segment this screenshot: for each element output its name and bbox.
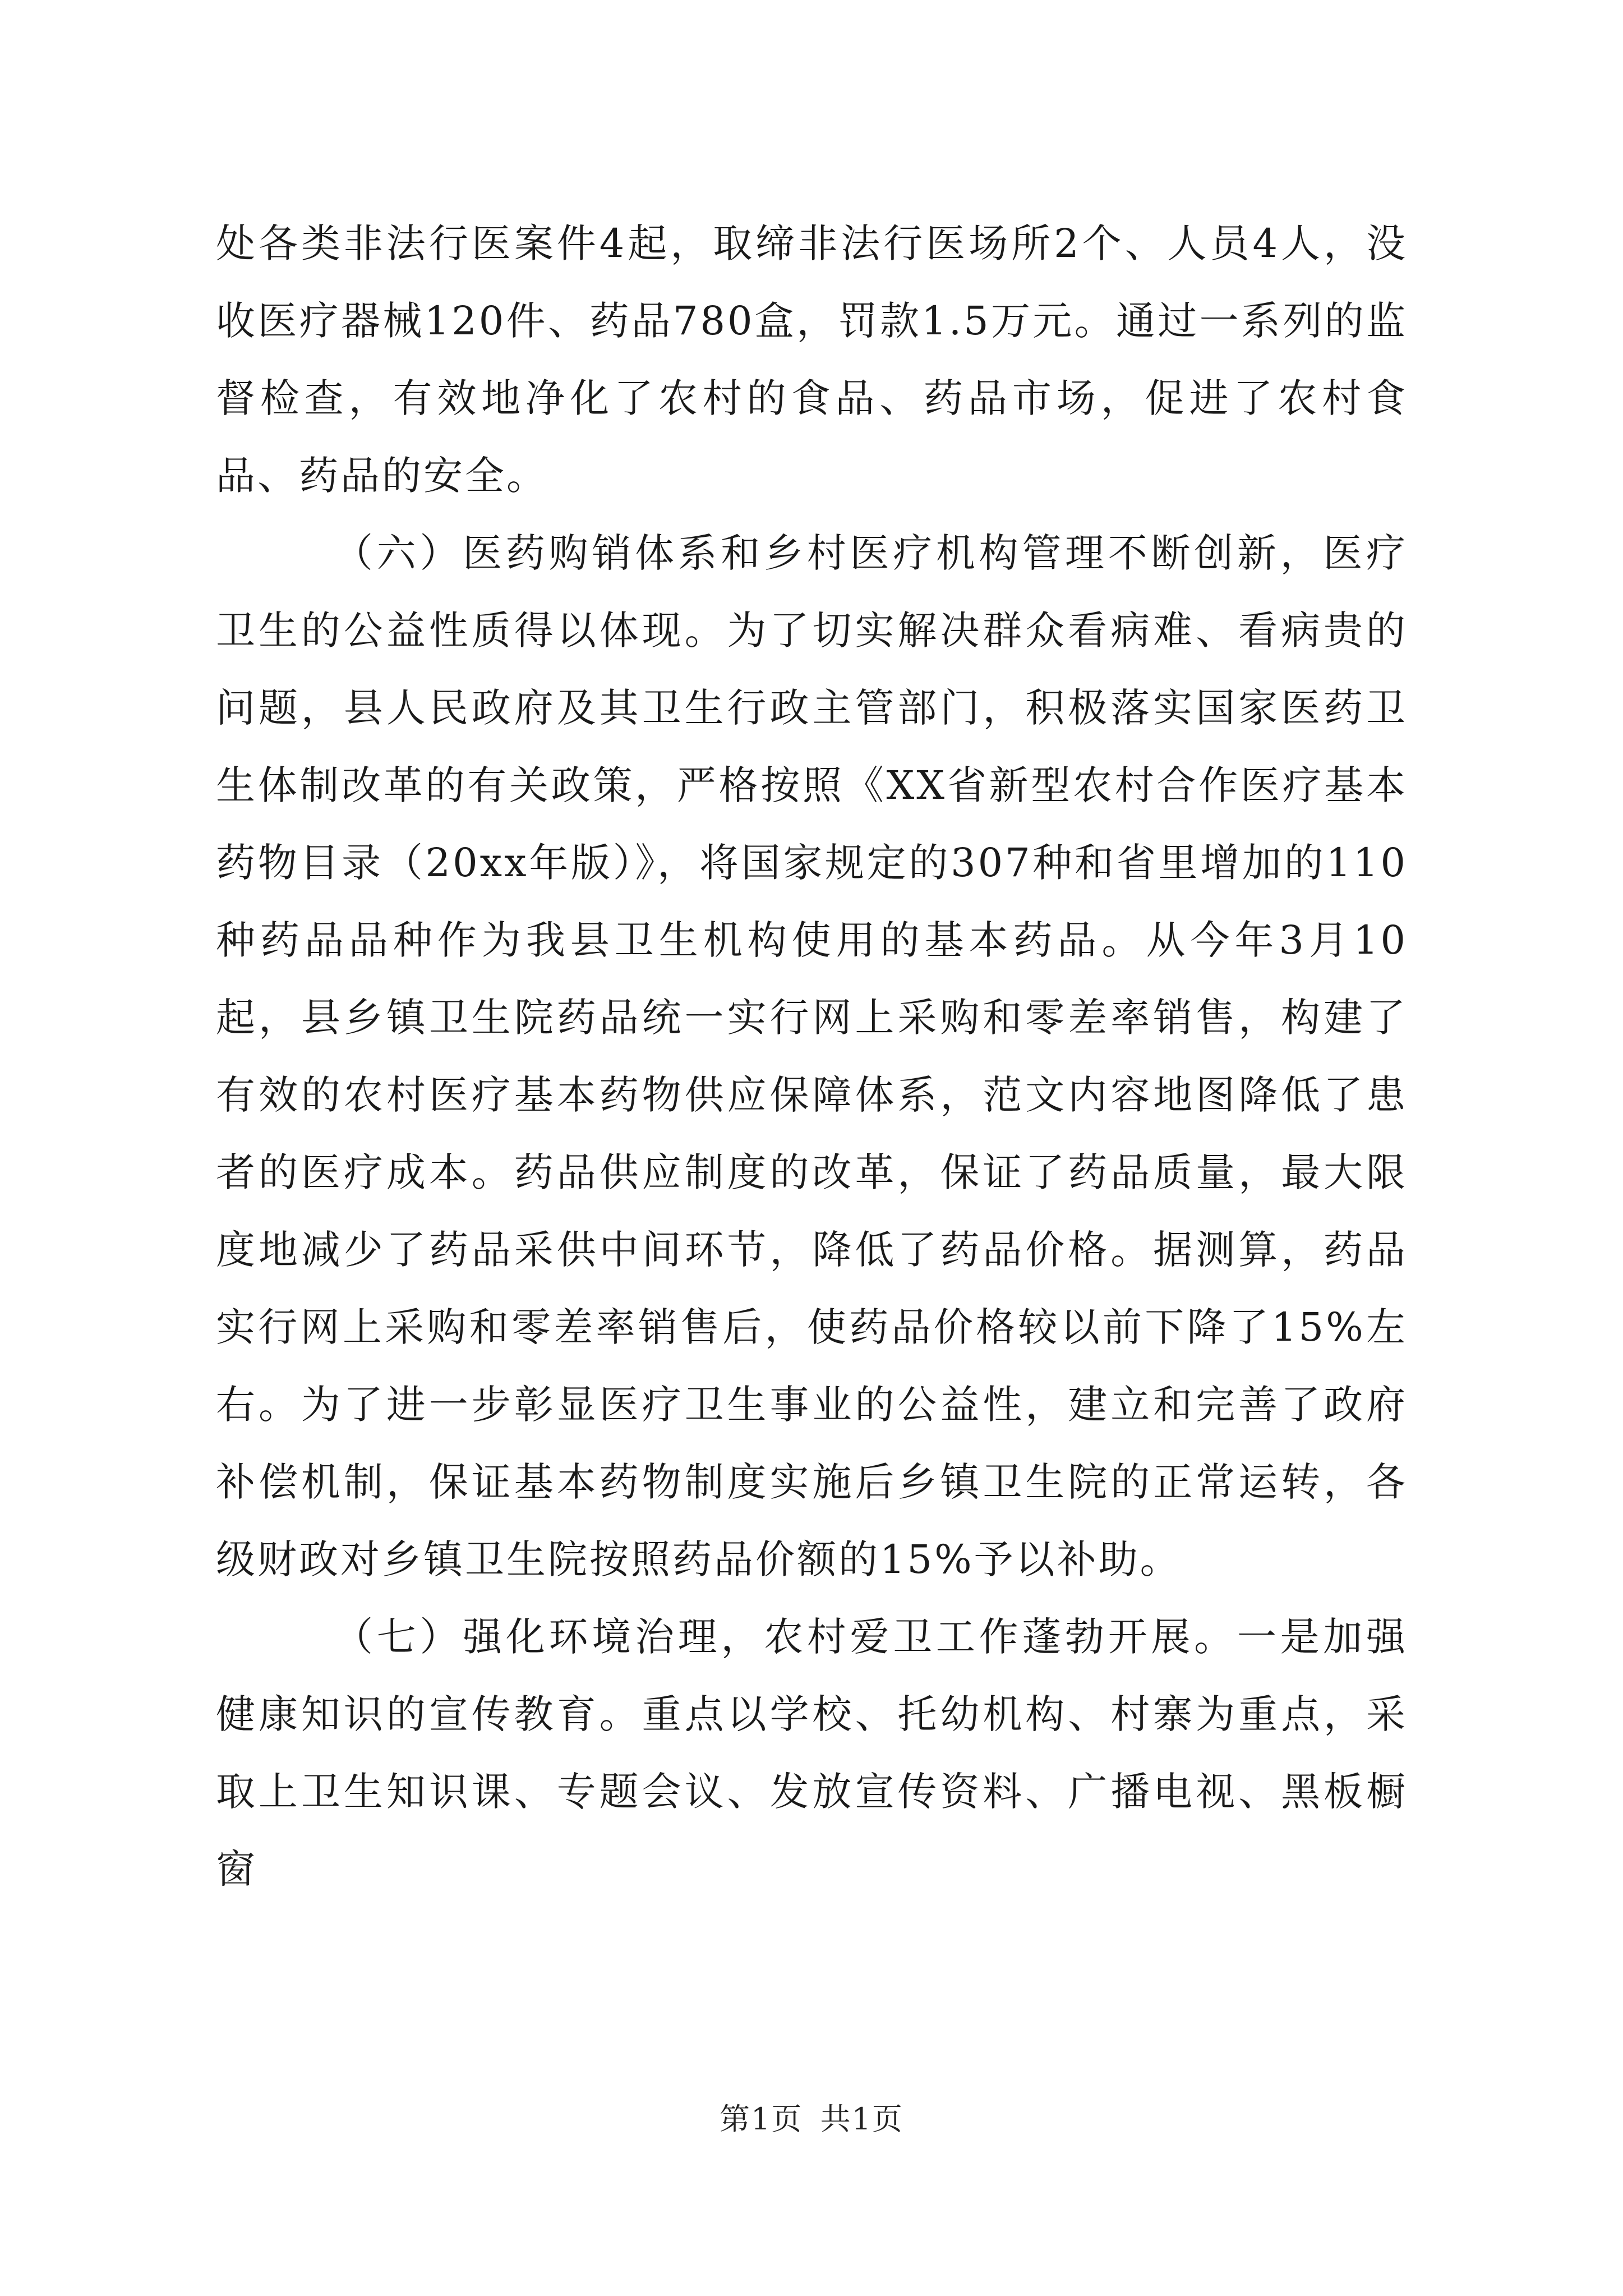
paragraph-3: （七）强化环境治理，农村爱卫工作蓬勃开展。一是加强健康知识的宣传教育。重点以学校、托幼机构、村寨为重点，采取上卫生知识课、专题会议、发放宣传资料、广播电视、黑板橱窗 [216, 1614, 1408, 1892]
page-number: 第1页 [720, 2101, 803, 2137]
page-footer [0, 2095, 1623, 2138]
page-total: 共1页 [820, 2101, 903, 2137]
document-body [216, 205, 1408, 1908]
paragraph-1: 处各类非法行医案件4起，取缔非法行医场所2个、人员4人，没收医疗器械120件、药品780盒，罚款1.5万元。通过一系列的监督检查，有效地净化了农村的食品、药品市场，促进了农村食品、药品的安全。 [216, 220, 1408, 499]
paragraph-2: （六）医药购销体系和乡村医疗机构管理不断创新，医疗卫生的公益性质得以体现。为了切实解决群众看病难、看病贵的问题，县人民政府及其卫生行政主管部门，积极落实国家医药卫生体制改革的有关政策，严格按照《XX省新型农村合作医疗基本药物目录（20xx年版）》，将国家规定的307种和省里增加的110种药品品种作为我县卫生机构使用的基本药品。从今年3月10起，县乡镇卫生院药品统一实行网上采购和零差率销售，构建了有效的农村医疗基本药物供应保障体系，范文内容地图降低了患者的医疗成本。药品供应制度的改革，保证了药品质量，最大限度地减少了药品采供中间环节，降低了药品价格。据测算，药品实行网上采购和零差率销售后，使药品价格较以前下降了15%左右。为了进一步彰显医疗卫生事业的公益性，建立和完善了政府补偿机制，保证基本药物制度实施后乡镇卫生院的正常运转，各级财政对乡镇卫生院按照药品价额的15%予以补助。 [216, 530, 1408, 1582]
